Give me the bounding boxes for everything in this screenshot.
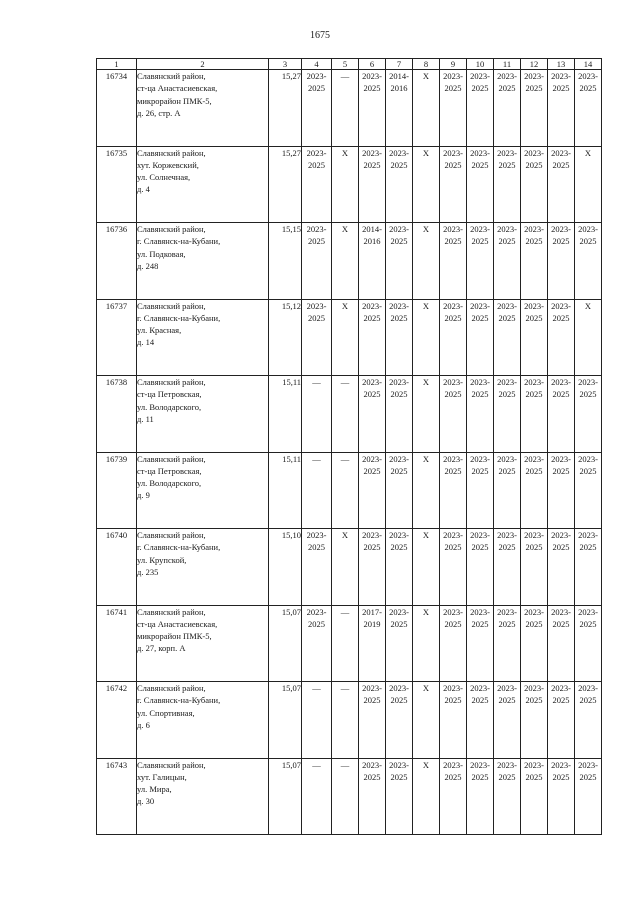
period-cell-col-10: 2023- 2025	[467, 758, 494, 835]
period-cell-col-9: 2023- 2025	[440, 376, 467, 453]
period-cell-col-7: 2023- 2025	[386, 682, 413, 759]
column-header-4: 4	[302, 59, 332, 70]
period-cell-col-4: 2023- 2025	[302, 223, 332, 300]
row-number: 16737	[97, 299, 137, 376]
period-cell-col-8: X	[413, 70, 440, 147]
period-cell-col-6: 2023- 2025	[359, 146, 386, 223]
period-cell-col-13: 2023- 2025	[548, 299, 575, 376]
period-cell-col-7: 2023- 2025	[386, 376, 413, 453]
period-cell-col-5: X	[332, 529, 359, 606]
period-cell-col-6: 2023- 2025	[359, 452, 386, 529]
period-cell-col-5: X	[332, 146, 359, 223]
period-cell-col-7: 2023- 2025	[386, 299, 413, 376]
period-cell-col-10: 2023- 2025	[467, 299, 494, 376]
area-cell: 15,11	[269, 452, 302, 529]
period-cell-col-4: —	[302, 682, 332, 759]
column-header-6: 6	[359, 59, 386, 70]
period-cell-col-6: 2023- 2025	[359, 70, 386, 147]
period-cell-col-6: 2017- 2019	[359, 605, 386, 682]
period-cell-col-10: 2023- 2025	[467, 452, 494, 529]
period-cell-col-9: 2023- 2025	[440, 223, 467, 300]
period-cell-col-8: X	[413, 146, 440, 223]
period-cell-col-9: 2023- 2025	[440, 758, 467, 835]
address-cell: Славянский район, г. Славянск-на-Кубани, ул. Крупской, д. 235	[137, 529, 269, 606]
column-header-3: 3	[269, 59, 302, 70]
column-header-2: 2	[137, 59, 269, 70]
area-cell: 15,27	[269, 146, 302, 223]
period-cell-col-14: 2023- 2025	[575, 605, 602, 682]
period-cell-col-5: —	[332, 758, 359, 835]
period-cell-col-12: 2023- 2025	[521, 146, 548, 223]
period-cell-col-14: 2023- 2025	[575, 452, 602, 529]
header-row	[97, 59, 602, 70]
row-number: 16738	[97, 376, 137, 453]
period-cell-col-13: 2023- 2025	[548, 376, 575, 453]
period-cell-col-7: 2023- 2025	[386, 223, 413, 300]
period-cell-col-14: 2023- 2025	[575, 529, 602, 606]
address-cell: Славянский район, г. Славянск-на-Кубани, ул. Красная, д. 14	[137, 299, 269, 376]
row-number: 16736	[97, 223, 137, 300]
column-header-13: 13	[548, 59, 575, 70]
period-cell-col-11: 2023- 2025	[494, 452, 521, 529]
row-number: 16740	[97, 529, 137, 606]
period-cell-col-11: 2023- 2025	[494, 299, 521, 376]
period-cell-col-11: 2023- 2025	[494, 682, 521, 759]
period-cell-col-11: 2023- 2025	[494, 605, 521, 682]
address-cell: Славянский район, ст-ца Анастасиевская, микрорайон ПМК-5, д. 26, стр. А	[137, 70, 269, 147]
period-cell-col-12: 2023- 2025	[521, 70, 548, 147]
period-cell-col-12: 2023- 2025	[521, 223, 548, 300]
period-cell-col-7: 2023- 2025	[386, 529, 413, 606]
period-cell-col-5: X	[332, 299, 359, 376]
address-cell: Славянский район, ст-ца Петровская, ул. Володарского, д. 9	[137, 452, 269, 529]
period-cell-col-14: 2023- 2025	[575, 376, 602, 453]
period-cell-col-9: 2023- 2025	[440, 146, 467, 223]
period-cell-col-13: 2023- 2025	[548, 605, 575, 682]
period-cell-col-4: 2023- 2025	[302, 529, 332, 606]
period-cell-col-6: 2014- 2016	[359, 223, 386, 300]
table-row	[97, 682, 602, 759]
period-cell-col-11: 2023- 2025	[494, 758, 521, 835]
column-header-8: 8	[413, 59, 440, 70]
period-cell-col-8: X	[413, 758, 440, 835]
period-cell-col-8: X	[413, 605, 440, 682]
column-header-14: 14	[575, 59, 602, 70]
table-row	[97, 605, 602, 682]
period-cell-col-10: 2023- 2025	[467, 529, 494, 606]
period-cell-col-14: X	[575, 299, 602, 376]
column-header-10: 10	[467, 59, 494, 70]
row-number: 16735	[97, 146, 137, 223]
period-cell-col-4: 2023- 2025	[302, 146, 332, 223]
address-cell: Славянский район, ст-ца Петровская, ул. Володарского, д. 11	[137, 376, 269, 453]
period-cell-col-12: 2023- 2025	[521, 605, 548, 682]
period-cell-col-12: 2023- 2025	[521, 452, 548, 529]
table-row	[97, 299, 602, 376]
period-cell-col-7: 2023- 2025	[386, 605, 413, 682]
period-cell-col-6: 2023- 2025	[359, 376, 386, 453]
address-cell: Славянский район, г. Славянск-на-Кубани, ул. Подковая, д. 248	[137, 223, 269, 300]
column-header-5: 5	[332, 59, 359, 70]
table-row	[97, 452, 602, 529]
period-cell-col-14: 2023- 2025	[575, 70, 602, 147]
period-cell-col-6: 2023- 2025	[359, 758, 386, 835]
period-cell-col-10: 2023- 2025	[467, 376, 494, 453]
period-cell-col-10: 2023- 2025	[467, 223, 494, 300]
period-cell-col-8: X	[413, 223, 440, 300]
period-cell-col-13: 2023- 2025	[548, 223, 575, 300]
period-cell-col-10: 2023- 2025	[467, 682, 494, 759]
period-cell-col-8: X	[413, 529, 440, 606]
period-cell-col-13: 2023- 2025	[548, 452, 575, 529]
period-cell-col-9: 2023- 2025	[440, 605, 467, 682]
period-cell-col-14: 2023- 2025	[575, 682, 602, 759]
area-cell: 15,10	[269, 529, 302, 606]
area-cell: 15,07	[269, 758, 302, 835]
period-cell-col-12: 2023- 2025	[521, 529, 548, 606]
period-cell-col-5: X	[332, 223, 359, 300]
period-cell-col-13: 2023- 2025	[548, 682, 575, 759]
table-header	[97, 59, 602, 70]
column-header-1: 1	[97, 59, 137, 70]
period-cell-col-13: 2023- 2025	[548, 758, 575, 835]
period-cell-col-8: X	[413, 452, 440, 529]
period-cell-col-7: 2023- 2025	[386, 452, 413, 529]
period-cell-col-11: 2023- 2025	[494, 146, 521, 223]
period-cell-col-6: 2023- 2025	[359, 299, 386, 376]
period-cell-col-10: 2023- 2025	[467, 605, 494, 682]
row-number: 16742	[97, 682, 137, 759]
period-cell-col-4: 2023- 2025	[302, 299, 332, 376]
period-cell-col-7: 2023- 2025	[386, 758, 413, 835]
period-cell-col-12: 2023- 2025	[521, 758, 548, 835]
period-cell-col-6: 2023- 2025	[359, 529, 386, 606]
period-cell-col-5: —	[332, 605, 359, 682]
period-cell-col-5: —	[332, 376, 359, 453]
row-number: 16739	[97, 452, 137, 529]
period-cell-col-5: —	[332, 452, 359, 529]
period-cell-col-5: —	[332, 70, 359, 147]
column-header-9: 9	[440, 59, 467, 70]
row-number: 16743	[97, 758, 137, 835]
period-cell-col-4: —	[302, 758, 332, 835]
table-row	[97, 223, 602, 300]
period-cell-col-13: 2023- 2025	[548, 529, 575, 606]
period-cell-col-14: 2023- 2025	[575, 758, 602, 835]
period-cell-col-7: 2023- 2025	[386, 146, 413, 223]
table-row	[97, 146, 602, 223]
address-cell: Славянский район, хут. Коржевский, ул. Солнечная, д. 4	[137, 146, 269, 223]
period-cell-col-4: —	[302, 376, 332, 453]
area-cell: 15,07	[269, 682, 302, 759]
period-cell-col-8: X	[413, 299, 440, 376]
table-row	[97, 376, 602, 453]
period-cell-col-7: 2014- 2016	[386, 70, 413, 147]
period-cell-col-9: 2023- 2025	[440, 682, 467, 759]
period-cell-col-9: 2023- 2025	[440, 529, 467, 606]
period-cell-col-10: 2023- 2025	[467, 70, 494, 147]
column-header-11: 11	[494, 59, 521, 70]
period-cell-col-4: 2023- 2025	[302, 605, 332, 682]
period-cell-col-14: X	[575, 146, 602, 223]
area-cell: 15,15	[269, 223, 302, 300]
table-row	[97, 758, 602, 835]
period-cell-col-12: 2023- 2025	[521, 299, 548, 376]
address-cell: Славянский район, хут. Галицын, ул. Мира, д. 30	[137, 758, 269, 835]
area-cell: 15,27	[269, 70, 302, 147]
period-cell-col-6: 2023- 2025	[359, 682, 386, 759]
period-cell-col-12: 2023- 2025	[521, 376, 548, 453]
area-cell: 15,11	[269, 376, 302, 453]
address-cell: Славянский район, ст-ца Анастасиевская, микрорайон ПМК-5, д. 27, корп. А	[137, 605, 269, 682]
period-cell-col-13: 2023- 2025	[548, 70, 575, 147]
period-cell-col-13: 2023- 2025	[548, 146, 575, 223]
period-cell-col-11: 2023- 2025	[494, 376, 521, 453]
period-cell-col-4: 2023- 2025	[302, 70, 332, 147]
period-cell-col-11: 2023- 2025	[494, 70, 521, 147]
row-number: 16734	[97, 70, 137, 147]
period-cell-col-12: 2023- 2025	[521, 682, 548, 759]
area-cell: 15,07	[269, 605, 302, 682]
table-row	[97, 529, 602, 606]
period-cell-col-8: X	[413, 682, 440, 759]
area-cell: 15,12	[269, 299, 302, 376]
period-cell-col-9: 2023- 2025	[440, 452, 467, 529]
period-cell-col-8: X	[413, 376, 440, 453]
period-cell-col-11: 2023- 2025	[494, 223, 521, 300]
period-cell-col-9: 2023- 2025	[440, 70, 467, 147]
period-cell-col-14: 2023- 2025	[575, 223, 602, 300]
row-number: 16741	[97, 605, 137, 682]
registry-table	[96, 58, 602, 835]
period-cell-col-9: 2023- 2025	[440, 299, 467, 376]
page-number: 1675	[310, 30, 330, 41]
period-cell-col-11: 2023- 2025	[494, 529, 521, 606]
column-header-7: 7	[386, 59, 413, 70]
table-body	[97, 70, 602, 835]
table-row	[97, 70, 602, 147]
period-cell-col-10: 2023- 2025	[467, 146, 494, 223]
column-header-12: 12	[521, 59, 548, 70]
address-cell: Славянский район, г. Славянск-на-Кубани, ул. Спортивная, д. 6	[137, 682, 269, 759]
period-cell-col-5: —	[332, 682, 359, 759]
period-cell-col-4: —	[302, 452, 332, 529]
